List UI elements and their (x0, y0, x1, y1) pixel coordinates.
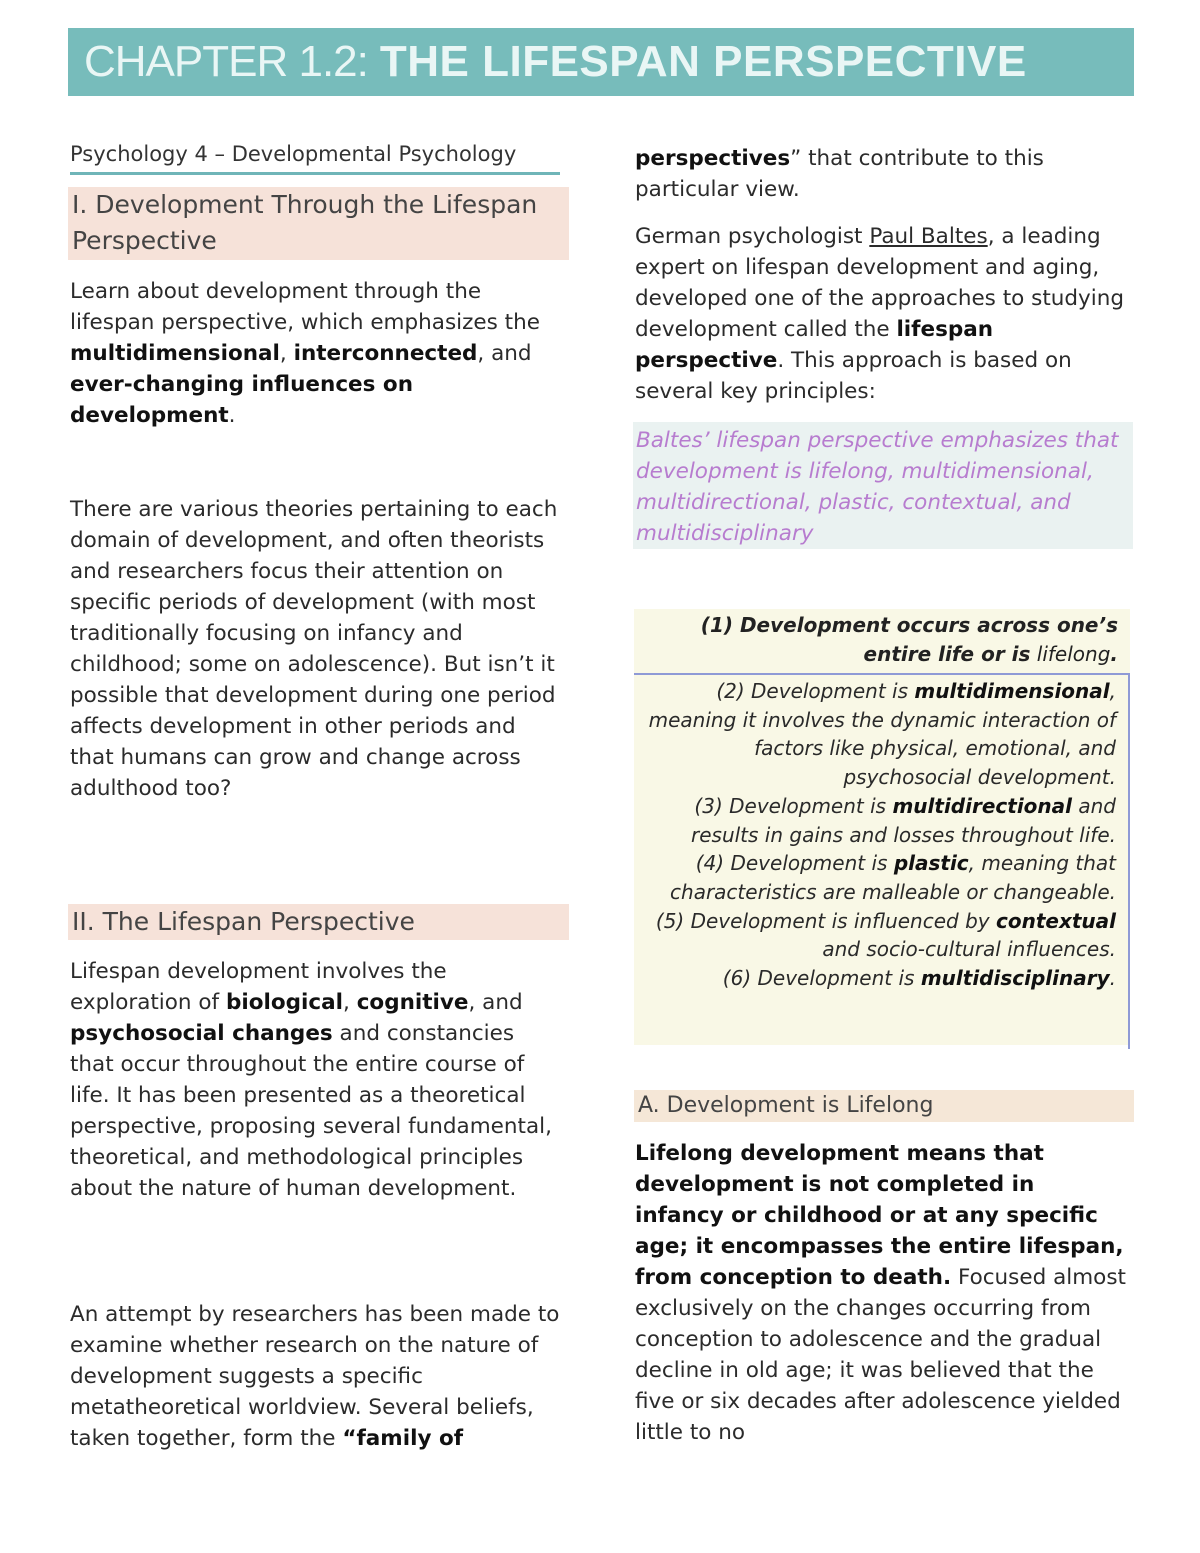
chapter-banner (68, 28, 1134, 96)
intro-paragraph: Learn about development through the lifespan perspective, which emphasizes the multidimensional, interconnected, and ever-changing influences on development. (70, 279, 540, 428)
section-1-heading: I. Development Through the Lifespan Perspective (68, 187, 569, 260)
principle-6: (6) Development is multidisciplinary. (722, 966, 1116, 991)
principle-2: (2) Development is multidimensional, meaning it involves the dynamic interaction of factors like physical, emotional, and psychosocial development. (648, 679, 1116, 790)
baltes-quote-box: Baltes’ lifespan perspective emphasizes that development is lifelong, multidimensional, multidirectional, plastic, contextual, and multidisciplinary (633, 422, 1133, 549)
theories-paragraph: There are various theories pertaining to each domain of development, and often theorists and researchers focus their attention on specific periods of development (with most traditionally focusing on infancy and childhood; some on adolescence). But isn’t it possible that development during one period affects development in other periods and that humans can grow and change across adulthood too? (70, 497, 558, 801)
lifespan-paragraph: Lifespan development involves the exploration of biological, cognitive, and psychosocial changes and constancies that occur throughout the entire course of life. It has been presented as a theoretical perspective, proposing several fundamental, theoretical, and methodological principles about the nature of human development. (70, 959, 552, 1201)
principles-box (634, 609, 1130, 1045)
principle-3: (3) Development is multidirectional and results in gains and losses throughout life. (691, 793, 1116, 847)
chapter-prefix: CHAPTER 1.2: (84, 37, 368, 86)
lifelong-paragraph: Lifelong development means that development is not completed in infancy or childhood or at any specific age; it encompasses the entire lifespan, from conception to death. Focused almost exclusively on the changes occurring from conception to adolescence and the gradual decline in old age; it was believed that the five or six decades after adolescence yielded little to no (635, 1141, 1126, 1445)
section-2-heading: II. The Lifespan Perspective (68, 904, 569, 940)
principles-list (634, 675, 1130, 1049)
baltes-paragraph: German psychologist Paul Baltes, a leading expert on lifespan development and aging, developed one of the approaches to studying development called the lifespan perspective. This approach is based on several key principles: (635, 224, 1124, 404)
continuation-paragraph: perspectives” that contribute to this particular view. (635, 146, 1044, 202)
principle-1: (1) Development occurs across one’s entire life or is lifelong. (634, 609, 1130, 675)
attempt-paragraph: An attempt by researchers has been made to examine whether research on the nature of development suggests a specific metatheoretical worldview. Several beliefs, taken together, form the “family of (70, 1302, 560, 1451)
chapter-title: THE LIFESPAN PERSPECTIVE (379, 37, 1027, 86)
section-a-heading: A. Development is Lifelong (634, 1090, 1134, 1122)
principle-5: (5) Development is influenced by contextual and socio-cultural influences. (655, 908, 1116, 962)
baltes-name: Paul Baltes (869, 224, 988, 249)
principle-4: (4) Development is plastic, meaning that characteristics are malleable or changeable. (670, 851, 1116, 904)
course-title: Psychology 4 – Developmental Psychology (70, 142, 560, 175)
